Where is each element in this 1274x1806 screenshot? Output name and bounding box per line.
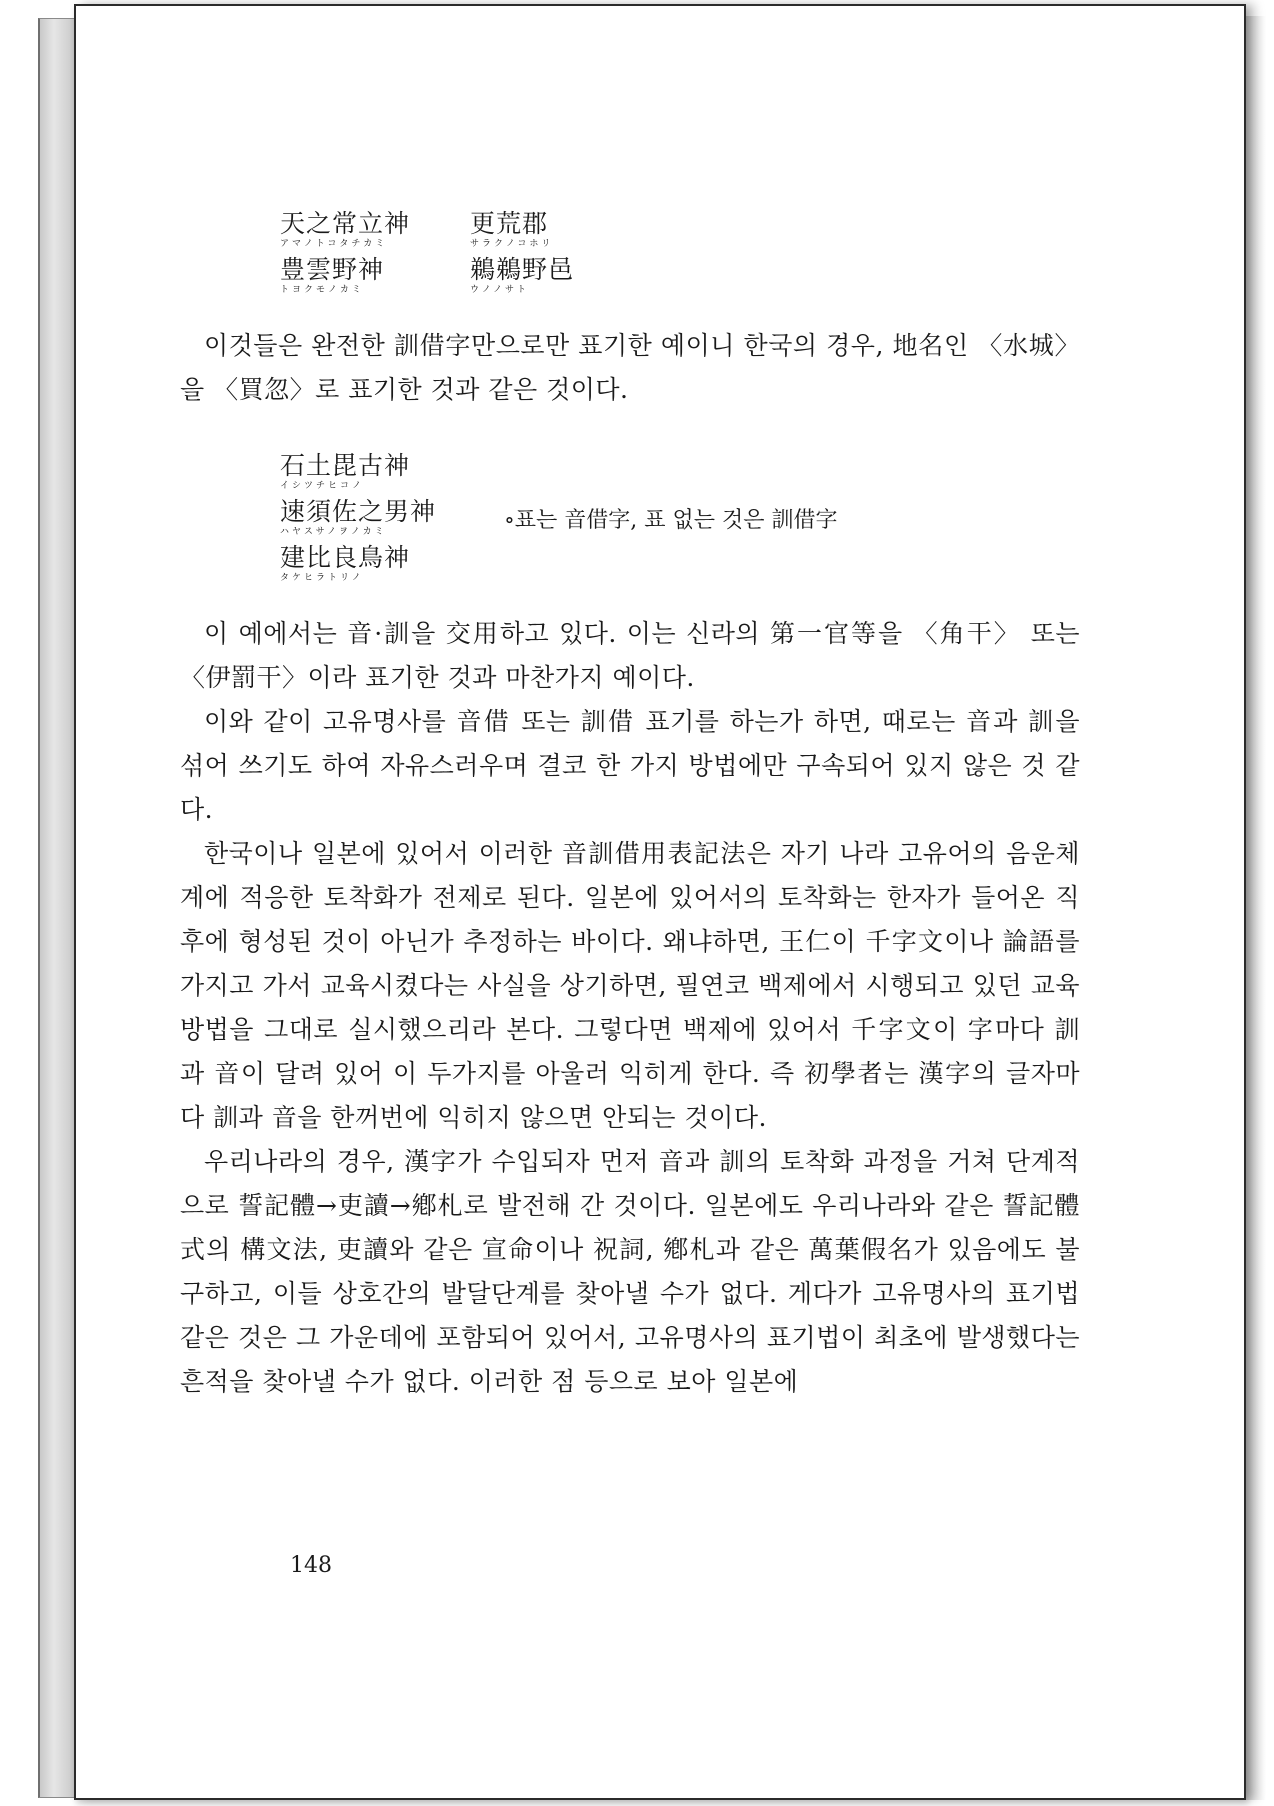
name-example <box>470 256 730 296</box>
name-kana: サラクノコホリ <box>470 239 554 249</box>
name-kana: タケヒラトリノ <box>280 573 364 583</box>
paragraph: 한국이나 일본에 있어서 이러한 音訓借用表記法은 자기 나라 고유어의 음운체계에 적응한 토착화가 전제로 된다. 일본에 있어서의 토착화는 한자가 들어온 직후에 형성된 것이 아닌가 추정하는 바이다. 왜냐하면, 王仁이 千字文이나 論語를 가지고 가서 교육시켰다는 사실을 상기하면, 필연코 백제에서 시행되고 있던 교육방법을 그대로 실시했으리라 본다. 그렇다면 백제에 있어서 千字文이 字마다 訓과 音이 달려 있어 이 두가지를 아울러 익히게 한다. 즉 初學者는 漢字의 글자마다 訓과 音을 한꺼번에 익히지 않으면 안되는 것이다. <box>180 839 1080 1132</box>
name-kana: イシツチヒコノ <box>280 481 365 491</box>
paragraph-kun-explanation: 이것들은 완전한 訓借字만으로만 표기한 예이니 한국의 경우, 地名인 〈水城〉을 〈買忽〉로 표기한 것과 같은 것이다. <box>180 331 1080 404</box>
name-kanji: 速須佐之男神 <box>280 497 437 526</box>
kun-name-examples <box>280 210 1080 296</box>
name-example <box>470 210 730 250</box>
mixed-name-list <box>280 452 492 584</box>
paragraph: 이 예에서는 音·訓을 交用하고 있다. 이는 신라의 第一官等을 〈角干〉 또는 〈伊罰干〉이라 표기한 것과 마찬가지 예이다. <box>180 619 1080 692</box>
page-number: 148 <box>290 1553 332 1578</box>
name-kanji: 建比良鳥神 <box>280 543 411 572</box>
name-kanji: 豊雲野神 <box>280 255 385 284</box>
name-example <box>280 210 470 250</box>
name-kanji: 鵜鵜野邑 <box>470 255 575 284</box>
name-example <box>280 256 470 296</box>
name-example <box>280 498 492 538</box>
name-example <box>280 452 492 492</box>
name-kana: アマノトコタチカミ <box>280 239 388 249</box>
name-kana: ハヤスサノヲノカミ <box>280 527 387 537</box>
name-kanji: 天之常立神 <box>280 209 411 238</box>
name-example <box>280 544 492 584</box>
notation-legend: ∘표는 音借字, 표 없는 것은 訓借字 <box>504 507 838 533</box>
paragraph: 이와 같이 고유명사를 音借 또는 訓借 표기를 하는가 하면, 때로는 音과 訓을 섞어 쓰기도 하여 자유스러우며 결코 한 가지 방법에만 구속되어 있지 않은 것 같다. <box>180 707 1080 824</box>
mixed-name-examples <box>280 452 1080 584</box>
page-shadow <box>1246 16 1266 1800</box>
name-kana: トヨクモノカミ <box>280 285 364 295</box>
name-kanji: 石土毘古神 <box>280 451 411 480</box>
paragraph: 우리나라의 경우, 漢字가 수입되자 먼저 音과 訓의 토착화 과정을 거쳐 단계적으로 誓記體→吏讀→鄕札로 발전해 간 것이다. 일본에도 우리나라와 같은 誓記體式의 構文法, 吏讀와 같은 宣命이나 祝詞, 鄕札과 같은 萬葉假名가 있음에도 불구하고, 이들 상호간의 발달단계를 찾아낼 수가 없다. 게다가 고유명사의 표기법 같은 것은 그 가운데에 포함되어 있어서, 고유명사의 표기법이 최초에 발생했다는 흔적을 찾아낼 수가 없다. 이러한 점 등으로 보아 일본에 <box>180 1147 1080 1396</box>
name-kana: ウノノサト <box>470 285 530 295</box>
page-content <box>180 210 1080 1404</box>
name-kanji: 更荒郡 <box>470 209 549 238</box>
